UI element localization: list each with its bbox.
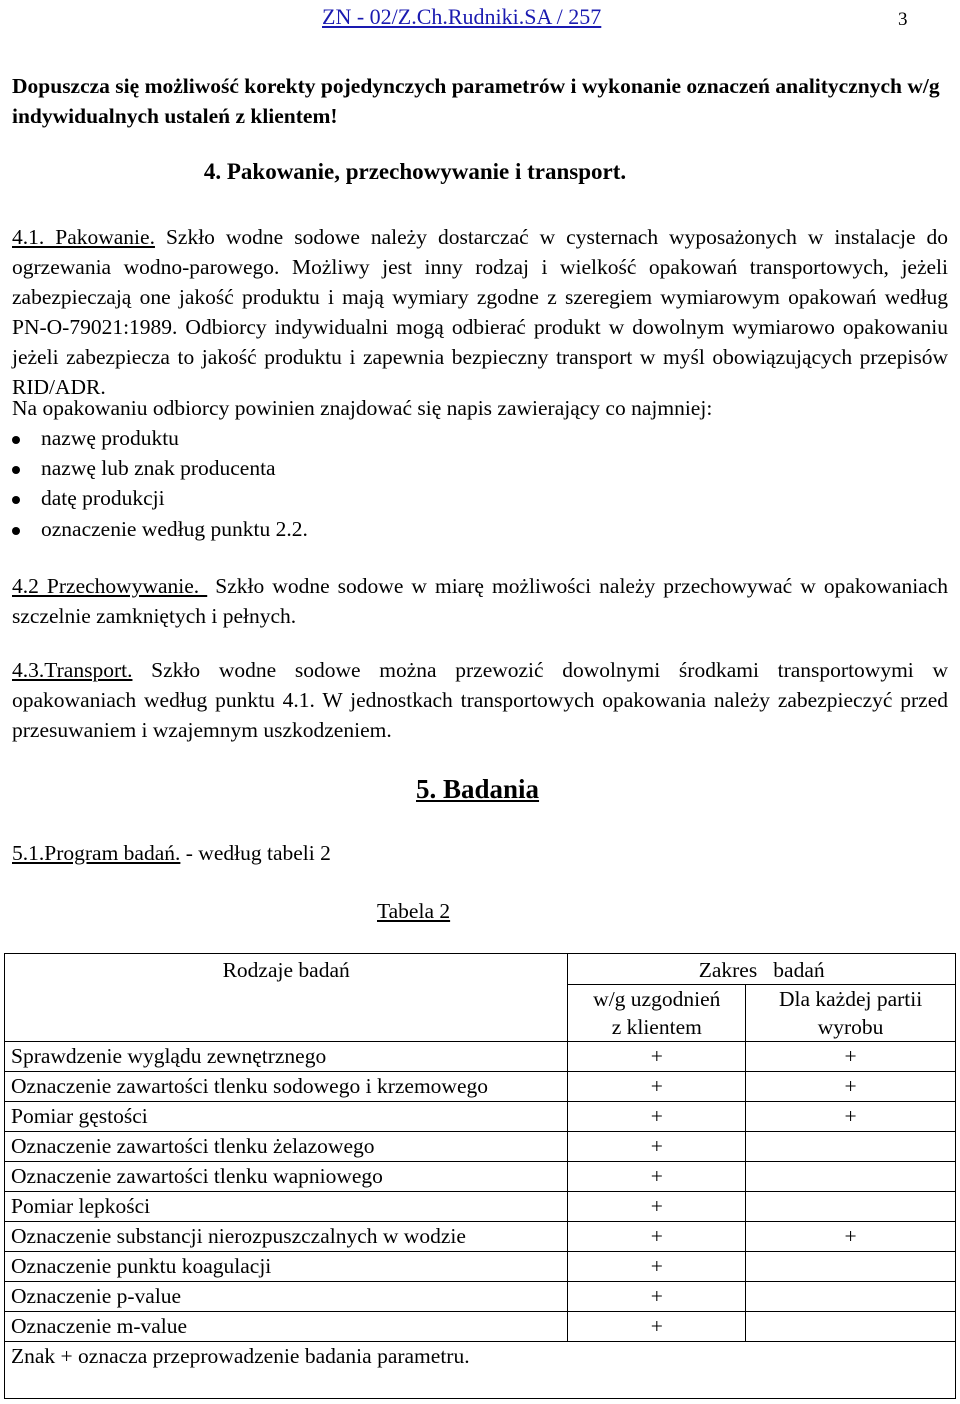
table-cell-test-name: Oznaczenie p-value [5, 1282, 568, 1312]
paragraph-4-1-text: Szkło wodne sodowe należy dostarczać w cysternach wyposażonych w instalacje do ogrzewania wodno-parowego. Możliwy jest inny rodzaj i wielkość opakowań transportowych, jeżeli zabezpieczają one jakość produktu i mają wymiary zgodne z szeregiem wymiarowym opakowań według PN-O-79021:1989. Odbiorcy indywidualni mogą odbierać produkt w dowolnym wymiarowo opakowaniu jeżeli zabezpiecza to jakość produktu i zapewnia bezpieczny transport w myśl obowiązujących przepisów RID/ADR. [12, 225, 948, 399]
table-cell-batch [746, 1192, 956, 1222]
table-cell-client: + [568, 1162, 746, 1192]
table-cell-client: + [568, 1192, 746, 1222]
paragraph-4-2-label: 4.2 Przechowywanie. [12, 574, 208, 598]
table-cell-batch [746, 1132, 956, 1162]
label-requirements-intro: Na opakowaniu odbiorcy powinien znajdować się napis zawierający co najmniej: [12, 396, 713, 420]
document-code-link[interactable]: ZN - 02/Z.Ch.Rudniki.SA / 257 [322, 4, 602, 29]
bullet-dot [12, 496, 20, 504]
paragraph-4-1 [12, 222, 948, 402]
section-5-heading: 5. Badania [416, 774, 540, 804]
table-cell-client: + [568, 1282, 746, 1312]
table-row [5, 1102, 956, 1132]
list-item-text: datę produkcji [41, 486, 165, 510]
table-cell-test-name: Oznaczenie zawartości tlenku wapniowego [5, 1162, 568, 1192]
list-item-text: nazwę produktu [41, 426, 179, 450]
intro-note: Dopuszcza się możliwość korekty pojedynczych parametrów i wykonanie oznaczeń analitycznych w/g indywidualnych ustaleń z klientem! [12, 74, 940, 128]
table-cell-batch: + [746, 1072, 956, 1102]
table-cell-client: + [568, 1252, 746, 1282]
table-row [5, 1192, 956, 1222]
table-cell-client: + [568, 1072, 746, 1102]
col-header-client [568, 985, 746, 1042]
table-row [5, 1252, 956, 1282]
table-cell-test-name: Oznaczenie zawartości tlenku żelazowego [5, 1132, 568, 1162]
list-item-text: oznaczenie według punktu 2.2. [41, 517, 308, 541]
bullet-dot [12, 436, 20, 444]
table-cell-test-name: Oznaczenie zawartości tlenku sodowego i krzemowego [5, 1072, 568, 1102]
test-program-table [4, 953, 956, 1384]
section-4-heading-text: 4. Pakowanie, przechowywanie i transport. [203, 159, 627, 184]
paragraph-4-3-label: 4.3.Transport. [12, 658, 133, 682]
page-number: 3 [898, 9, 908, 30]
col-header-test-type: Rodzaje badań [5, 954, 568, 1042]
paragraph-4-1-label: 4.1. Pakowanie. [12, 225, 155, 249]
program-line [12, 838, 331, 868]
paragraph-4-3-text: Szkło wodne sodowe można przewozić dowolnymi środkami transportowymi w opakowaniach według punktu 4.1. W jednostkach transportowych opakowania należy zabezpieczyć przed przesuwaniem i wzajemnym uszkodzeniem. [12, 658, 948, 742]
table-cell-test-name: Pomiar lepkości [5, 1192, 568, 1222]
table-cell-test-name: Pomiar gęstości [5, 1102, 568, 1132]
col-header-scope: Zakres badań [568, 954, 956, 985]
table-cell-batch: + [746, 1102, 956, 1132]
col-header-client-line1: w/g uzgodnień [593, 987, 721, 1011]
col-header-batch [746, 985, 956, 1042]
paragraph-4-3 [12, 655, 948, 745]
table-row [5, 1312, 956, 1342]
table-cell-batch [746, 1162, 956, 1192]
table-cell-batch: + [746, 1222, 956, 1252]
page-header [0, 0, 960, 34]
table-cell-client: + [568, 1312, 746, 1342]
table-cell-test-name: Sprawdzenie wyglądu zewnętrznego [5, 1042, 568, 1072]
table-footnote-row [5, 1342, 956, 1385]
table-footnote: Znak + oznacza przeprowadzenie badania parametru. [5, 1342, 956, 1385]
table-row [5, 1162, 956, 1192]
paragraph-4-2-text: Szkło wodne sodowe w miarę możliwości należy przechowywać w opakowaniach szczelnie zamkniętych i pełnych. [12, 574, 949, 628]
table-cell-test-name: Oznaczenie substancji nierozpuszczalnych w wodzie [5, 1222, 568, 1252]
table-cell-client: + [568, 1222, 746, 1252]
col-header-batch-line1: Dla każdej partii [778, 987, 923, 1011]
table-cell-batch [746, 1282, 956, 1312]
table-cell-batch [746, 1312, 956, 1342]
program-label: 5.1.Program badań. [12, 841, 181, 865]
table-cell-client: + [568, 1132, 746, 1162]
table-row [5, 1042, 956, 1072]
table-cell-batch [746, 1252, 956, 1282]
table-cell-client: + [568, 1042, 746, 1072]
section-4-heading [12, 157, 948, 187]
table-cell-client: + [568, 1102, 746, 1132]
col-header-client-line2: z klientem [611, 1015, 702, 1039]
table-caption: Tabela 2 [377, 899, 451, 923]
bullet-dot [12, 527, 20, 535]
col-header-batch-line2: wyrobu [817, 1015, 884, 1039]
list-item-text: nazwę lub znak producenta [41, 456, 276, 480]
paragraph-4-2 [12, 571, 948, 631]
table-cell-test-name: Oznaczenie punktu koagulacji [5, 1252, 568, 1282]
table-cell-test-name: Oznaczenie m-value [5, 1312, 568, 1342]
table-row [5, 1222, 956, 1252]
bullet-dot [12, 466, 20, 474]
table-cell-batch: + [746, 1042, 956, 1072]
table-row [5, 1072, 956, 1102]
table-row [5, 1282, 956, 1312]
table-row [5, 1132, 956, 1162]
program-text: - według tabeli 2 [180, 841, 331, 865]
table-header-row [5, 954, 956, 985]
